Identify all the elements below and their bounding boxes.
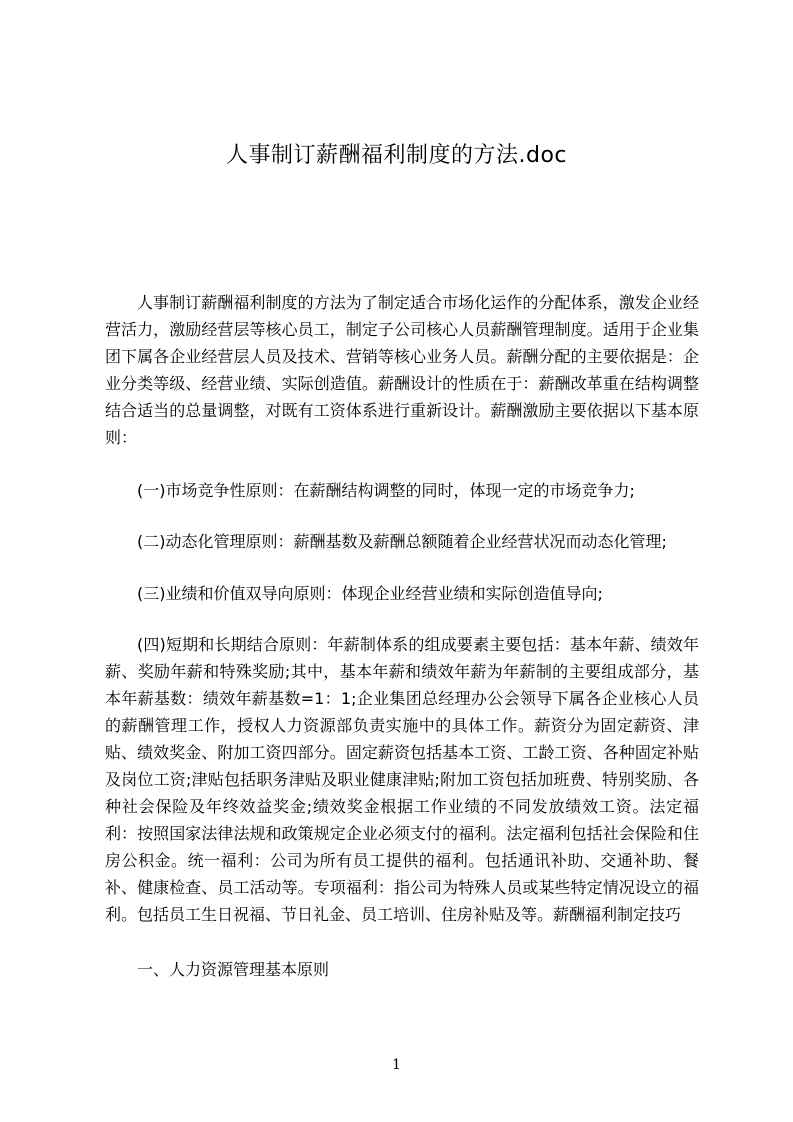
principle-2-paragraph: (二)动态化管理原则：薪酬基数及薪酬总额随着企业经营状况而动态化管理;	[137, 532, 667, 551]
document-title: 人事制订薪酬福利制度的方法.doc	[225, 143, 567, 168]
page-number: 1	[392, 1057, 401, 1073]
intro-paragraph: 人事制订薪酬福利制度的方法为了制定适合市场化运作的分配体系，激发企业经营活力，激励经营层等核心员工，制定子公司核心人员薪酬管理制度。适用于企业集团下属各企业经营层人员及技术、营销等核心业务人员。薪酬分配的主要依据是：企业分类等级、经营业绩、实际创造值。薪酬设计的性质在于：薪酬改革重在结构调整结合适当的总量调整，对既有工资体系进行重新设计。薪酬激励主要依据以下基本原则：	[105, 293, 699, 447]
principle-1-paragraph: (一)市场竞争性原则：在薪酬结构调整的同时，体现一定的市场竞争力;	[137, 481, 635, 500]
section-heading: 一、人力资源管理基本原则	[137, 960, 330, 979]
principle-4-paragraph: (四)短期和长期结合原则：年薪制体系的组成要素主要包括：基本年薪、绩效年薪、奖励年薪和特殊奖励;其中，基本年薪和绩效年薪为年薪制的主要组成部分，基本年薪基数：绩效年薪基数=1：1;企业集团总经理办公会领导下属各企业核心人员的薪酬管理工作，授权人力资源部负责实施中的具体工作。薪资分为固定薪资、津贴、绩效奖金、附加工资四部分。固定薪资包括基本工资、工龄工资、各种固定补贴及岗位工资;津贴包括职务津贴及职业健康津贴;附加工资包括加班费、特别奖励、各种社会保险及年终效益奖金;绩效奖金根据工作业绩的不同发放绩效工资。法定福利：按照国家法律法规和政策规定企业必须支付的福利。法定福利包括社会保险和住房公积金。统一福利：公司为所有员工提供的福利。包括通讯补助、交通补助、餐补、健康检查、员工活动等。专项福利：指公司为特殊人员或某些特定情况设立的福利。包括员工生日祝福、节日礼金、员工培训、住房补贴及等。薪酬福利制定技巧	[105, 635, 699, 924]
principle-3-paragraph: (三)业绩和价值双导向原则：体现企业经营业绩和实际创造值导向;	[137, 584, 603, 603]
